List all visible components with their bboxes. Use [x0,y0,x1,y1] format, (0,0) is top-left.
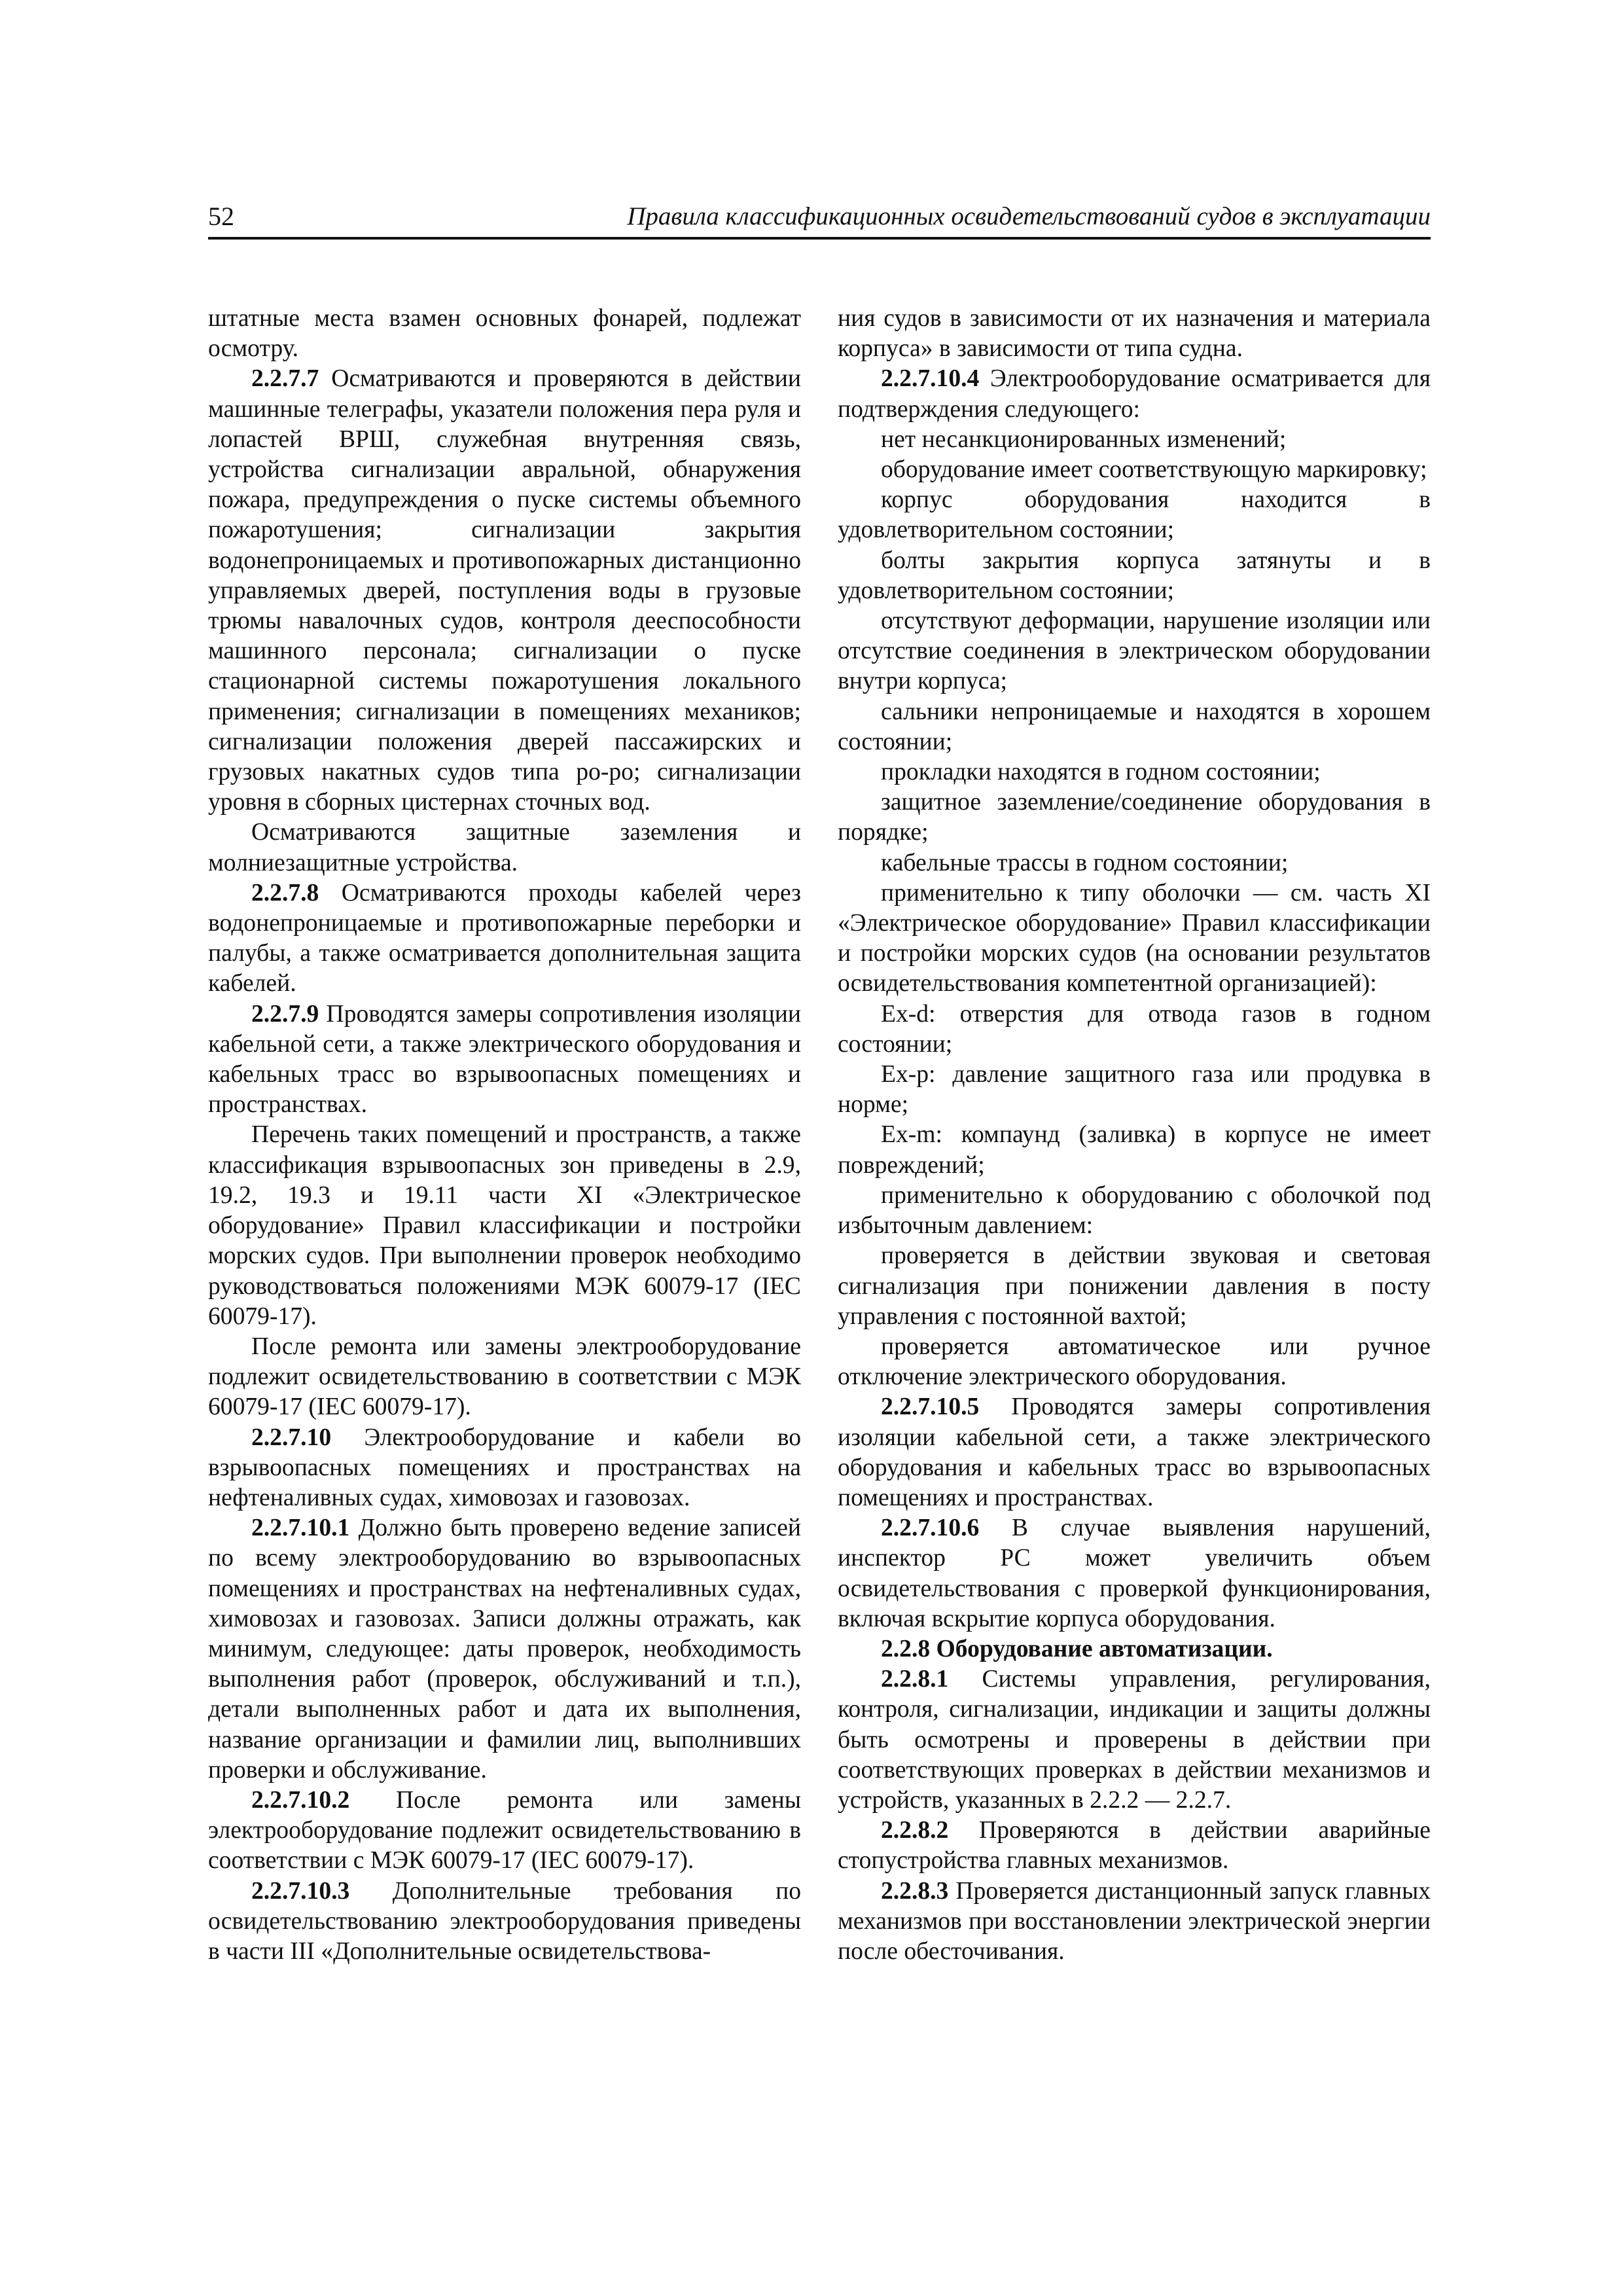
paragraph-text: Осматриваются и проверяются в действии машинные телеграфы, указатели положения пера руля и лопастей ВРШ, служебная внутренняя связь, устройства сигнализации авральной, обнаружения пожара, предупреждения о пуске системы объемного пожаротушения; сигнализации закрытия водонепроницаемых и противопожарных дистанционно управляемых дверей, поступления воды в грузовые трюмы навалочных судов, контроля дееспособности машинного персонала; сигнализации о пуске стационарной системы пожаротушения локального применения; сигнализации в помещениях механиков; сигнализации положения дверей пассажирских и грузовых накатных судов типа ро-ро; сигнализации уровня в сборных цистернах сточных вод. [208,365,801,816]
paragraph [838,757,1431,787]
paragraph-text: отсутствуют деформации, нарушение изоляции или отсутствие соединения в электрическом оборудовании внутри корпуса; [838,607,1431,695]
clause-number: 2.2.8.3 [881,1877,949,1905]
clause-number: 2.2.7.10.2 [251,1786,350,1814]
page-number: 52 [208,202,234,231]
paragraph [208,1332,801,1423]
clause-number: 2.2.7.10.4 [881,365,980,393]
paragraph-text: штатные места взамен основных фонарей, подлежат осмотру. [208,305,801,363]
paragraph [838,364,1431,424]
paragraph [838,606,1431,697]
page-header [208,196,1431,240]
paragraph-text: Дополнительные требования по освидетельствованию электрооборудования приведены в части III «Дополнительные освидетельствова- [208,1877,801,1965]
paragraph-text: В случае выявления нарушений, инспектор РС может увеличить объем освидетельствования с проверкой функционирования, включая вскрытие корпуса оборудования. [838,1515,1431,1632]
paragraph-text: корпус оборудования находится в удовлетворительном состоянии; [838,486,1431,544]
clause-number: 2.2.8.1 [881,1666,949,1693]
paragraph [838,1241,1431,1332]
clause-number: 2.2.7.9 [251,1000,319,1028]
paragraph [208,1785,801,1876]
paragraph [208,364,801,817]
section-heading [838,1634,1431,1664]
paragraph-text: сальники непроницаемые и находятся в хорошем состоянии; [838,698,1431,755]
paragraph-text: ния судов в зависимости от их назначения и материала корпуса» в зависимости от типа судна. [838,305,1431,363]
paragraph [208,999,801,1121]
paragraph-text: нет несанкционированных изменений; [881,425,1287,453]
paragraph [838,546,1431,606]
paragraph-text: прокладки находятся в годном состоянии; [881,759,1321,786]
paragraph [838,787,1431,848]
paragraph [838,1181,1431,1241]
paragraph [208,304,801,364]
paragraph [208,1513,801,1785]
paragraph [838,1332,1431,1392]
running-title: Правила классификационных освидетельствований судов в эксплуатации [627,202,1431,230]
paragraph [838,455,1431,485]
clause-number: 2.2.7.10.6 [881,1515,980,1542]
paragraph-text: проверяется автоматическое или ручное отключение электрического оборудования. [838,1333,1431,1391]
paragraph-text: Электрооборудование и кабели во взрывоопасных помещениях и пространствах на нефтеналивных судах, химовозах и газовозах. [208,1424,801,1511]
paragraph [838,304,1431,364]
paragraph [838,1513,1431,1634]
paragraph [838,999,1431,1060]
paragraph [838,1664,1431,1816]
paragraph-text: Ex-m: компаунд (заливка) в корпусе не имеет повреждений; [838,1121,1431,1179]
paragraph [208,1423,801,1514]
paragraph [838,848,1431,878]
paragraph-text: болты закрытия корпуса затянуты и в удовлетворительном состоянии; [838,547,1431,604]
paragraph [838,697,1431,757]
clause-number: 2.2.7.8 [251,879,319,906]
paragraph-text: применительно к типу оболочки — см. часть XI «Электрическое оборудование» Правил классификации и постройки морских судов (на основании результатов освидетельствования компетентной организацией): [838,879,1431,997]
paragraph [838,485,1431,545]
paragraph [838,1876,1431,1967]
paragraph-text: Проверяются в действии аварийные стопустройства главных механизмов. [838,1817,1431,1874]
paragraph-text: После ремонта или замены электрооборудование подлежит освидетельствованию в соответствии с МЭК 60079-17 (IEC 60079-17). [208,1786,801,1874]
paragraph [208,1876,801,1967]
paragraph-text: Проводятся замеры сопротивления изоляции кабельной сети, а также электрического оборудования и кабельных трасс во взрывоопасных помещениях и пространствах. [838,1393,1431,1511]
paragraph [838,1816,1431,1876]
paragraph [208,817,801,878]
paragraph [838,425,1431,455]
right-text-column [838,304,1431,1967]
paragraph [208,878,801,999]
clause-number: 2.2.7.10.1 [251,1515,350,1542]
paragraph [838,1120,1431,1180]
clause-number: 2.2.7.10 [251,1424,332,1451]
paragraph-text: кабельные трассы в годном состоянии; [881,849,1289,876]
paragraph-text: Ex-d: отверстия для отвода газов в годном состоянии; [838,1000,1431,1058]
paragraph-text: Осматриваются проходы кабелей через водонепроницаемые и противопожарные переборки и палубы, а также осматривается дополнительная защита кабелей. [208,879,801,997]
paragraph-text: защитное заземление/соединение оборудования в порядке; [838,789,1431,846]
paragraph-text: Ex-p: давление защитного газа или продувка в норме; [838,1061,1431,1119]
paragraph-text: Системы управления, регулирования, контроля, сигнализации, индикации и защиты должны быть осмотрены и проверены в действии при соответствующих проверках в действии механизмов и устройств, указанных в 2.2.2 — 2.2.7. [838,1666,1431,1814]
paragraph [838,1060,1431,1120]
paragraph [208,1120,801,1331]
paragraph-text: Перечень таких помещений и пространств, а также классификация взрывоопасных зон приведены в 2.9, 19.2, 19.3 и 19.11 части XI «Электрическое оборудование» Правил классификации и постройки морских судов. При выполнении проверок необходимо руководствоваться положениями МЭК 60079-17 (IEC 60079-17). [208,1121,801,1330]
paragraph-text: Осматриваются защитные заземления и молниезащитные устройства. [208,819,801,876]
left-text-column [208,304,801,1967]
section-heading-text: 2.2.8 Оборудование автоматизации. [881,1635,1273,1662]
clause-number: 2.2.7.10.3 [251,1877,350,1905]
paragraph [838,1392,1431,1513]
paragraph-text: Электрооборудование осматривается для подтверждения следующего: [838,365,1431,423]
clause-number: 2.2.7.7 [251,365,319,393]
paragraph-text: применительно к оборудованию с оболочкой под избыточным давлением: [838,1181,1431,1240]
paragraph [838,878,1431,999]
paragraph-text: оборудование имеет соответствующую маркировку; [881,456,1427,484]
paragraph-text: проверяется в действии звуковая и световая сигнализация при понижении давления в посту управления с постоянной вахтой; [838,1242,1431,1330]
paragraph-text: Должно быть проверено ведение записей по всему электрооборудованию во взрывоопасных помещениях и пространствах на нефтеналивных судах, химовозах и газовозах. Записи должны отражать, как минимум, следующее: даты проверок, необходимость выполнения работ (проверок, обслуживаний и т.п.), детали выполненных работ и дата их выполнения, название организации и фамилии лиц, выполнивших проверки и обслуживание. [208,1515,801,1784]
clause-number: 2.2.7.10.5 [881,1393,980,1421]
clause-number: 2.2.8.2 [881,1817,949,1844]
paragraph-text: Проверяется дистанционный запуск главных механизмов при восстановлении электрической энергии после обесточивания. [838,1877,1431,1965]
paragraph-text: Проводятся замеры сопротивления изоляции кабельной сети, а также электрического оборудования и кабельных трасс во взрывоопасных помещениях и пространствах. [208,1000,801,1119]
paragraph-text: После ремонта или замены электрооборудование подлежит освидетельствованию в соответствии с МЭК 60079-17 (IEC 60079-17). [208,1333,801,1421]
